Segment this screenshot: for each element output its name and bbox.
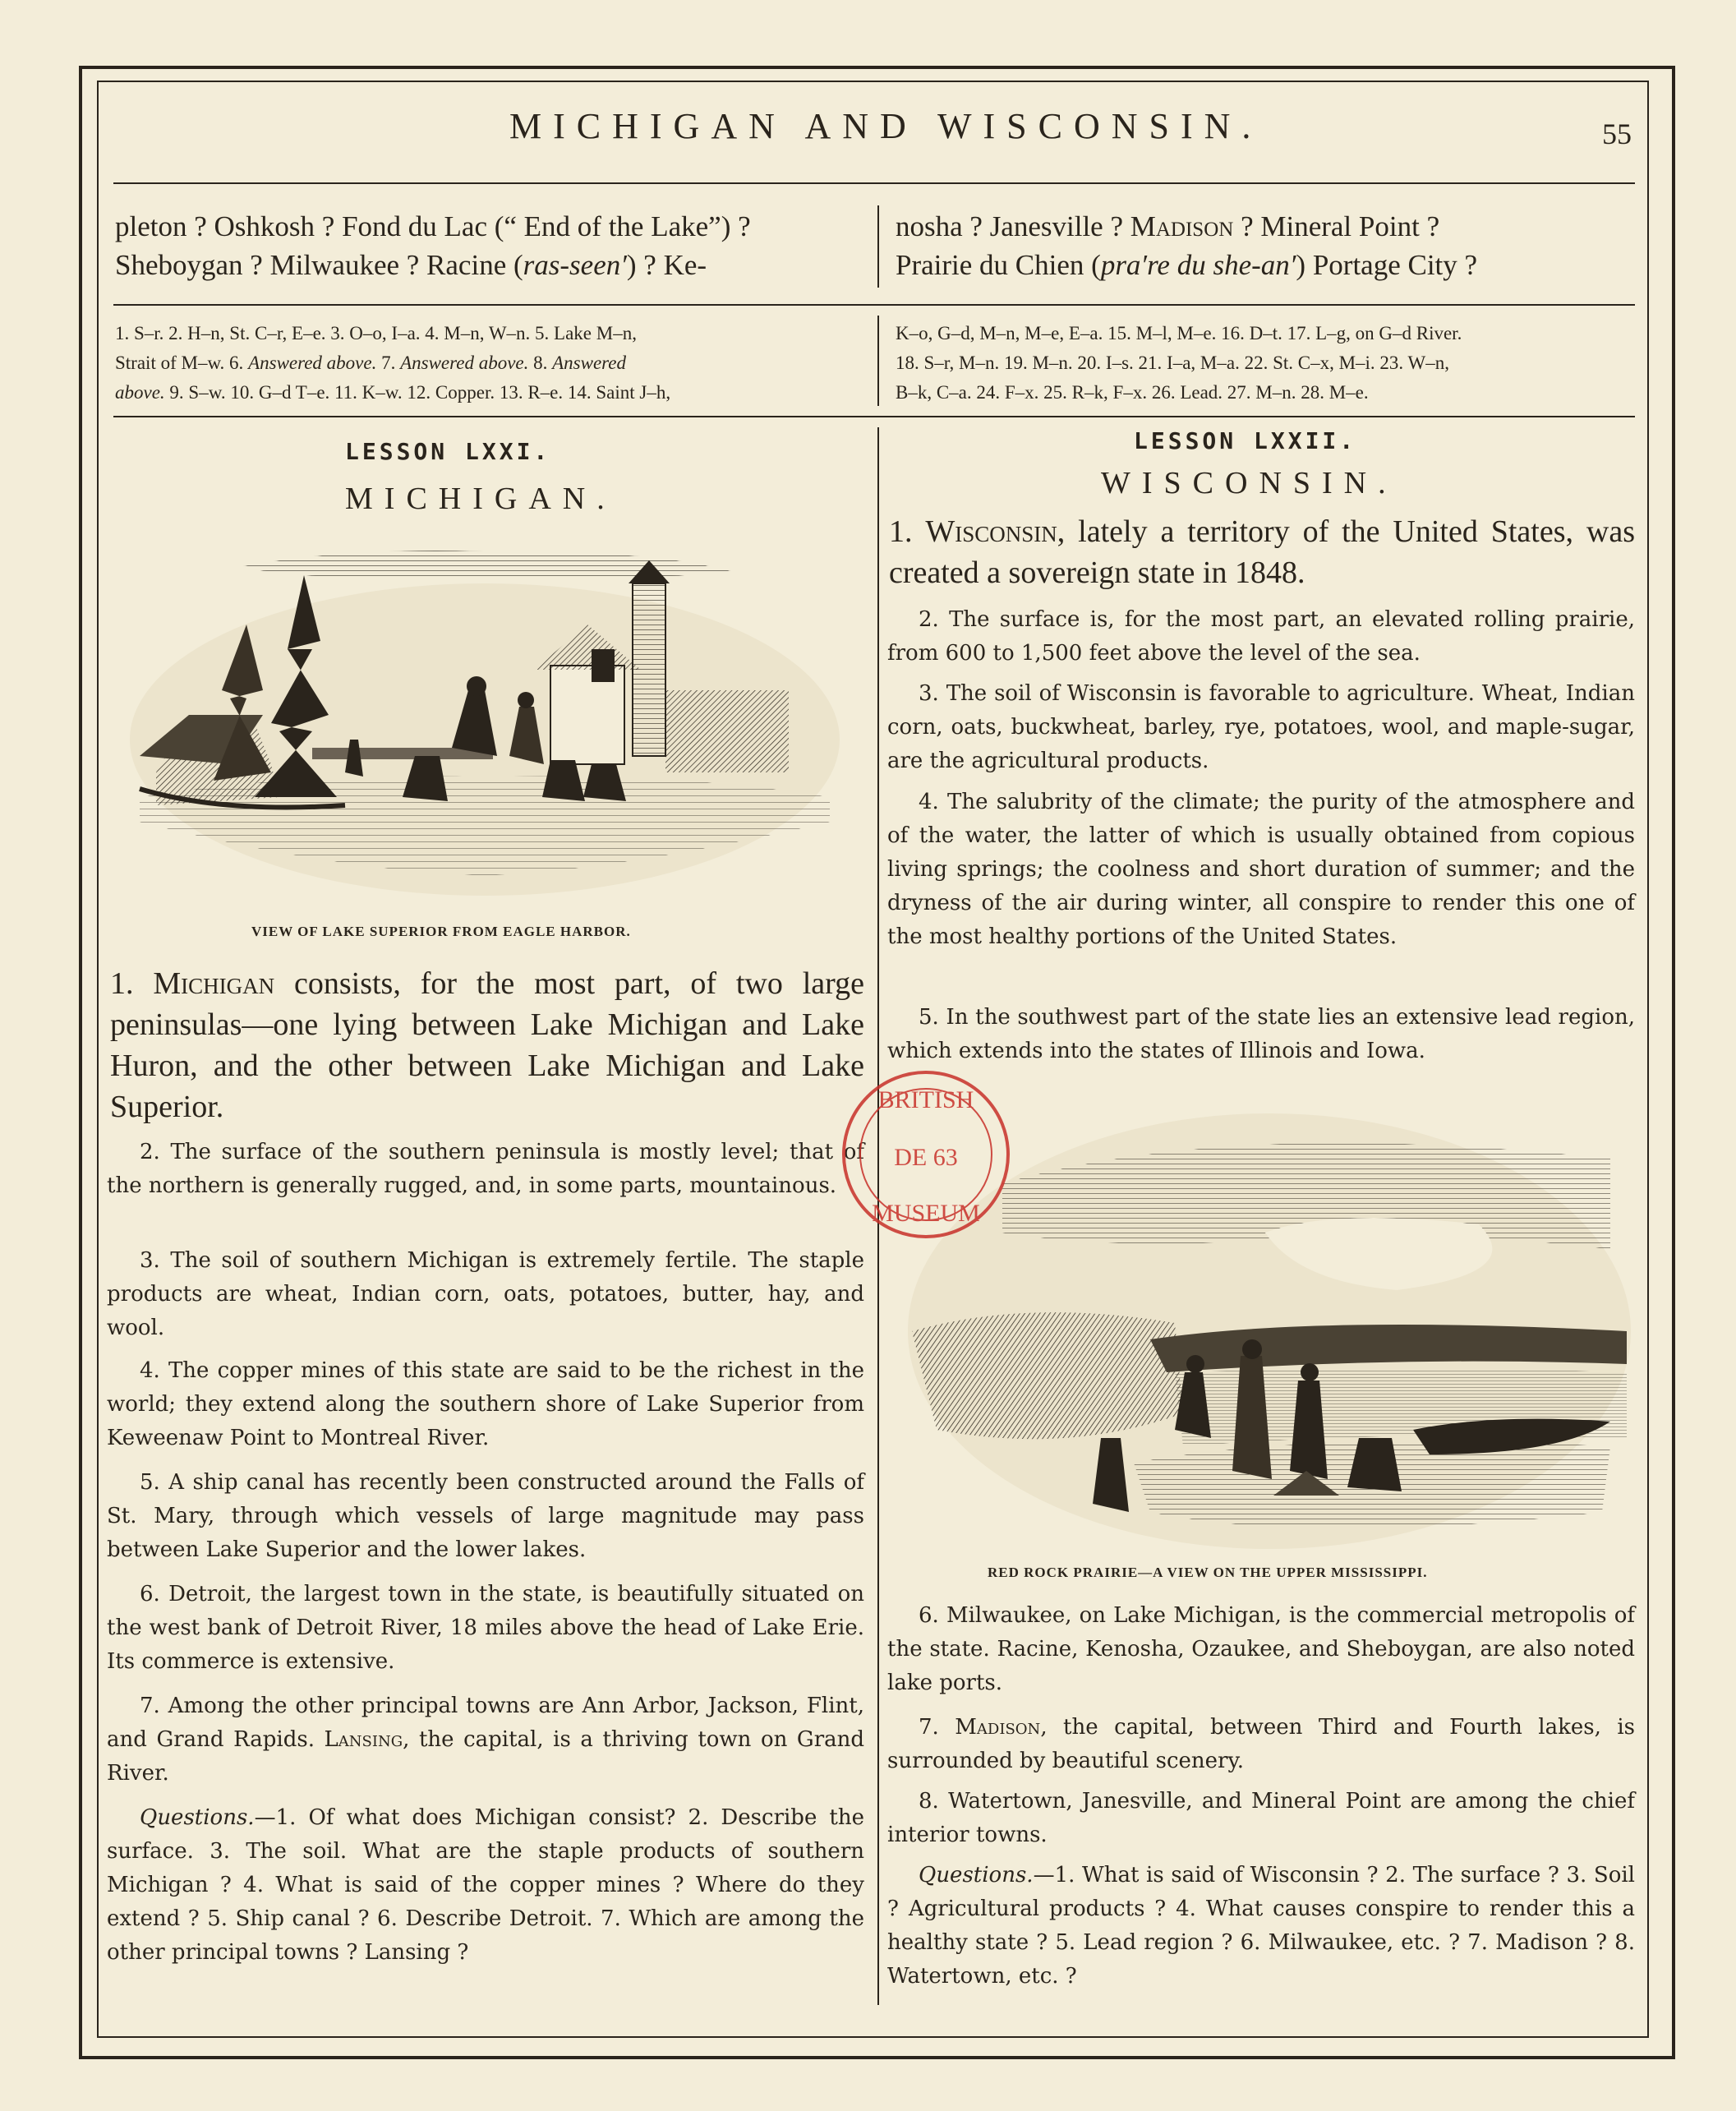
running-head: MICHIGAN AND WISCONSIN.	[509, 106, 1263, 146]
header-rule	[113, 182, 1635, 184]
lesson71-para-4: 4. The copper mines of this state are said to be the richest in the world; they extend along the southern shore of Lake Superior from Keweenaw Point to Montreal River.	[107, 1358, 864, 1450]
lesson72-para-5: 5. In the southwest part of the state lies an extensive lead region, which extends into the states of Illinois and Iowa.	[887, 1005, 1635, 1063]
top-column-divider	[877, 205, 879, 288]
lesson71-para-5: 5. A ship canal has recently been constructed around the Falls of St. Mary, through which vessels of large magnitude may pass between Lake Superior and the lower lakes.	[107, 1470, 864, 1562]
answers-right-3: B–k, C–a. 24. F–x. 25. R–k, F–x. 26. Lead. 27. M–n. 28. M–e.	[896, 382, 1369, 403]
lesson71-para-2: 2. The surface of the southern peninsula is mostly level; that of the northern is generally rugged, and, in some parts, mountainous.	[107, 1140, 864, 1198]
lesson71-para-3: 3. The soil of southern Michigan is extremely fertile. The staple products are wheat, Indian corn, oats, potatoes, butter, hay, and wool.	[107, 1248, 864, 1340]
lesson71-number: LESSON LXXI.	[345, 438, 551, 465]
answers-top-rule	[113, 304, 1635, 306]
top-questions-left-1: pleton ? Oshkosh ? Fond du Lac (“ End of the Lake”) ?	[115, 210, 751, 242]
british-museum-stamp	[831, 1060, 1020, 1249]
answers-left-1: 1. S–r. 2. H–n, St. C–r, E–e. 3. O–o, I–a. 4. M–n, W–n. 5. Lake M–n,	[115, 323, 637, 343]
lesson71-para-7: 7. Among the other principal towns are Ann Arbor, Jackson, Flint, and Grand Rapids. Lansing, the capital, is a thriving town on Grand River.	[107, 1694, 865, 1786]
lesson71-para-1: 1. Michigan consists, for the most part, of two large peninsulas—one lying between Lake Michigan and Lake Huron, and the other between Lake Michigan and Lake Superior.	[110, 966, 864, 1124]
stamp-top-text: BRITISH	[877, 1086, 974, 1113]
top-questions-right-1: nosha ? Janesville ? Madison ? Mineral Point ?	[896, 210, 1440, 242]
lesson72-number: LESSON LXXII.	[1134, 427, 1357, 454]
answers-right-2: 18. S–r, M–n. 19. M–n. 20. I–s. 21. I–a, M–a. 22. St. C–x, M–i. 23. W–n,	[896, 353, 1449, 373]
lesson72-para-4: 4. The salubrity of the climate; the purity of the atmosphere and of the water, the latter of which is usually obtained from copious living springs; the coolness and short duration of summer; and the dryness of the air during winter, all conspire to render this one of the most healthy portions of the United States.	[887, 790, 1635, 949]
top-questions-left-2: Sheboygan ? Milwaukee ? Racine (ras-seen′) ? Ke-	[115, 249, 707, 281]
answers-right-1: K–o, G–d, M–n, M–e, E–a. 15. M–l, M–e. 16. D–t. 17. L–g, on G–d River.	[896, 323, 1462, 343]
lesson72-para-6: 6. Milwaukee, on Lake Michigan, is the commercial metropolis of the state. Racine, Kenosha, Ozaukee, and Sheboygan, are also noted lake ports.	[887, 1603, 1635, 1695]
stamp-date: DE 63	[894, 1144, 958, 1171]
lesson72-para-3: 3. The soil of Wisconsin is favorable to agriculture. Wheat, Indian corn, oats, buckwheat, barley, rye, potatoes, wool, and maple-sugar, are the agricultural products.	[887, 681, 1635, 773]
lesson71-caption: VIEW OF LAKE SUPERIOR FROM EAGLE HARBOR.	[251, 924, 631, 939]
answers-left-2: Strait of M–w. 6. Answered above. 7. Answered above. 8. Answered	[115, 353, 626, 373]
lesson72-title: WISCONSIN.	[1101, 466, 1398, 500]
lesson72-caption: RED ROCK PRAIRIE—A VIEW ON THE UPPER MISSISSIPPI.	[988, 1565, 1428, 1580]
answers-left-3: above. 9. S–w. 10. G–d T–e. 11. K–w. 12. Copper. 13. R–e. 14. Saint J–h,	[115, 382, 671, 403]
lesson72-para-2: 2. The surface is, for the most part, an elevated rolling prairie, from 600 to 1,500 feet above the level of the sea.	[887, 607, 1635, 666]
lesson72-para-7: 7. Madison, the capital, between Third and Fourth lakes, is surrounded by beautiful scenery.	[887, 1715, 1635, 1773]
page-number: 55	[1602, 118, 1632, 150]
lesson71-title: MICHIGAN.	[345, 482, 616, 516]
answers-column-divider	[877, 316, 879, 406]
stamp-bottom-text: MUSEUM	[872, 1200, 980, 1227]
lesson71-questions: Questions.—1. Of what does Michigan consist? 2. Describe the surface. 3. The soil. What are the staple products of southern Michigan ? 4. What is said of the copper mines ? Where do they extend ? 5. Ship canal ? 6. Describe Detroit. 7. Which are among the other principal towns ? Lansing ?	[107, 1805, 864, 1965]
answers-bottom-rule	[113, 416, 1635, 417]
lesson72-para-8: 8. Watertown, Janesville, and Mineral Point are among the chief interior towns.	[887, 1789, 1635, 1847]
lesson71-para-6: 6. Detroit, the largest town in the state, is beautifully situated on the west bank of Detroit River, 18 miles above the head of Lake Erie. Its commerce is extensive.	[107, 1582, 864, 1674]
lesson72-questions: Questions.—1. What is said of Wisconsin ? 2. The surface ? 3. Soil ? Agricultural products ? 4. What causes conspire to render this a healthy state ? 5. Lead region ? 6. Milwaukee, etc. ? 7. Madison ? 8. Watertown, etc. ?	[887, 1863, 1635, 1989]
lake-superior-engraving	[123, 526, 846, 912]
top-questions-right-2: Prairie du Chien (pra′re du she-an′) Portage City ?	[896, 249, 1478, 281]
lesson72-para-1: 1. Wisconsin, lately a territory of the United States, was created a sovereign state in 1848.	[889, 514, 1635, 590]
